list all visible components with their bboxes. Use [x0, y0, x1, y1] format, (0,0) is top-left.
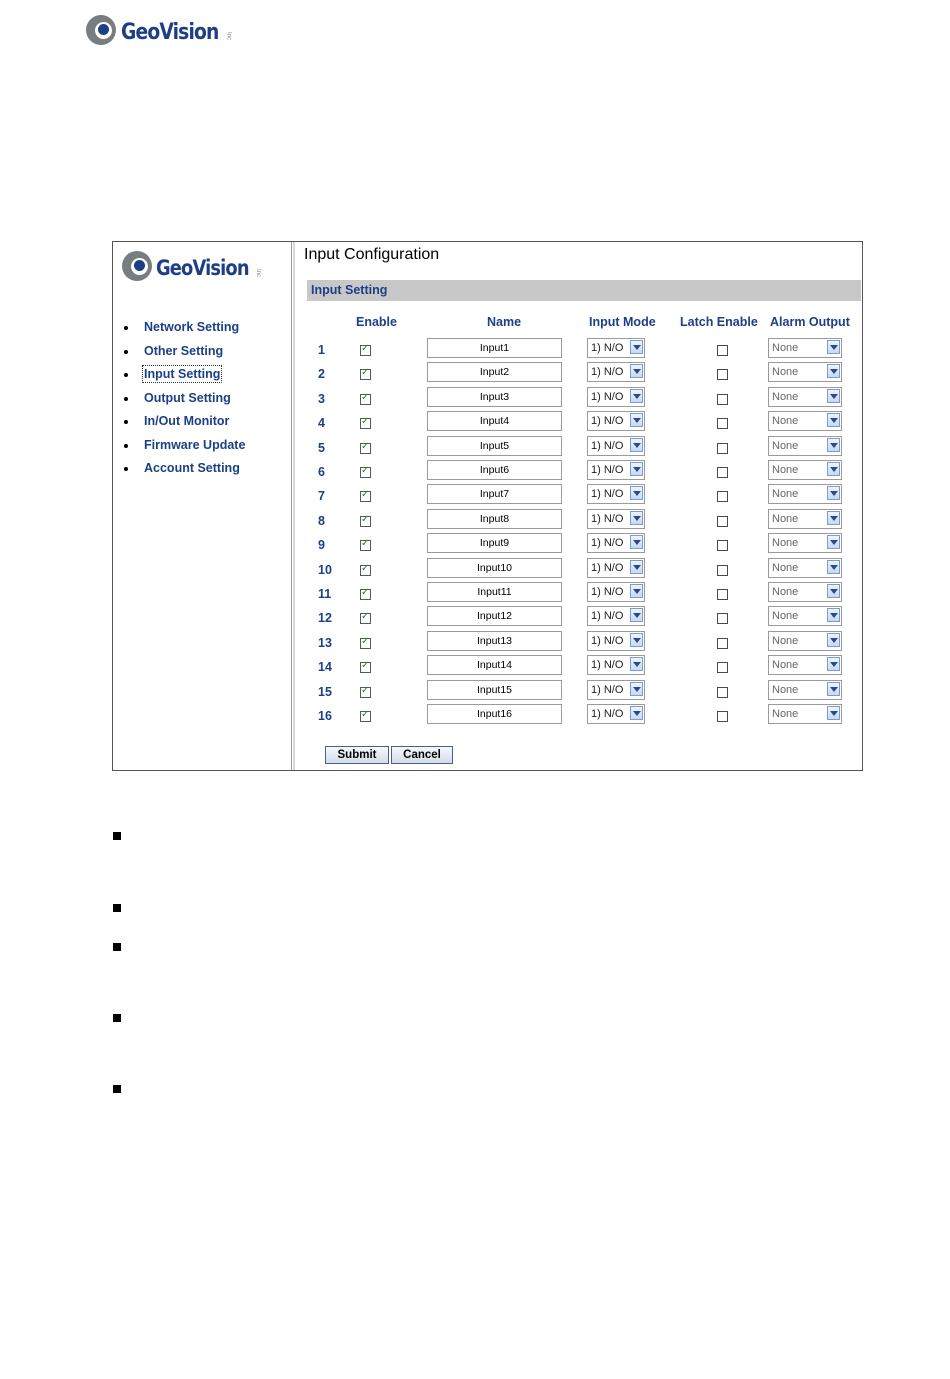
alarm-output-select[interactable] — [768, 631, 842, 651]
bullet-icon — [124, 326, 128, 330]
input-mode-select[interactable] — [587, 338, 645, 358]
bullet-icon — [124, 467, 128, 471]
alarm-output-value: None — [772, 586, 799, 598]
name-input[interactable]: Input3 — [427, 387, 562, 407]
chevron-down-icon[interactable] — [630, 340, 643, 354]
row-number: 1 — [318, 343, 325, 357]
latch-enable-checkbox[interactable] — [717, 662, 728, 673]
chevron-down-icon[interactable] — [630, 706, 643, 720]
input-mode-select[interactable] — [587, 509, 645, 529]
sidebar-item-label: In/Out Monitor — [144, 414, 230, 428]
chevron-down-icon[interactable] — [827, 511, 840, 525]
alarm-output-value: None — [772, 610, 799, 623]
row-number: 16 — [318, 709, 332, 723]
chevron-down-icon[interactable] — [630, 584, 643, 598]
row-number: 6 — [318, 465, 325, 479]
enable-checkbox[interactable] — [360, 516, 371, 527]
sidebar-logo — [122, 251, 261, 281]
name-input[interactable]: Input1 — [427, 338, 562, 358]
sidebar-logo-inc: Inc — [255, 268, 262, 277]
latch-enable-checkbox[interactable] — [717, 418, 728, 429]
name-input[interactable]: Input12 — [427, 606, 562, 626]
input-mode-value: 1) N/O — [591, 464, 624, 476]
name-input[interactable]: Input13 — [427, 631, 562, 651]
input-mode-value: 1) N/O — [591, 415, 624, 428]
table-row — [304, 659, 862, 681]
geovision-logo-icon — [86, 15, 116, 45]
input-mode-value: 1) N/O — [591, 659, 624, 672]
sidebar-item-label: Network Setting — [144, 320, 240, 334]
input-mode-value: 1) N/O — [591, 488, 624, 501]
name-input[interactable]: Input14 — [427, 655, 562, 675]
sidebar — [113, 242, 292, 770]
name-input[interactable]: Input11 — [427, 582, 562, 602]
input-mode-value: 1) N/O — [591, 708, 624, 720]
alarm-output-select[interactable] — [768, 484, 842, 504]
name-input[interactable]: Input2 — [427, 362, 562, 382]
row-number: 11 — [318, 587, 332, 601]
enable-checkbox[interactable] — [360, 491, 371, 502]
alarm-output-value: None — [772, 659, 799, 672]
column-header-input-mode: Input Mode — [589, 315, 656, 329]
list-bullet-icon — [113, 943, 121, 951]
sidebar-item-label: Other Setting — [144, 343, 224, 358]
alarm-output-value: None — [772, 439, 799, 452]
section-header — [307, 280, 861, 301]
table-row — [304, 342, 862, 364]
enable-checkbox[interactable] — [360, 662, 371, 673]
chevron-down-icon[interactable] — [827, 535, 840, 549]
chevron-down-icon[interactable] — [827, 657, 840, 671]
enable-checkbox[interactable] — [360, 540, 371, 551]
list-bullet-icon — [113, 904, 121, 912]
input-mode-value: 1) N/O — [591, 439, 624, 452]
enable-checkbox[interactable] — [360, 418, 371, 429]
chevron-down-icon[interactable] — [827, 633, 840, 647]
input-mode-select[interactable] — [587, 558, 645, 578]
cancel-button[interactable]: Cancel — [391, 746, 453, 764]
latch-enable-checkbox[interactable] — [717, 369, 728, 380]
alarm-output-value: None — [772, 415, 799, 428]
chevron-down-icon[interactable] — [630, 413, 643, 427]
section-title: Input Setting — [311, 283, 388, 297]
alarm-output-value: None — [772, 488, 799, 501]
latch-enable-checkbox[interactable] — [717, 345, 728, 356]
bullet-icon — [124, 420, 128, 424]
enable-checkbox[interactable] — [360, 443, 371, 454]
input-mode-select[interactable] — [587, 387, 645, 407]
chevron-down-icon[interactable] — [827, 682, 840, 696]
list-bullet-icon — [113, 832, 121, 840]
sidebar-item-label: Account Setting — [144, 461, 240, 475]
chevron-down-icon[interactable] — [827, 706, 840, 720]
name-input[interactable]: Input8 — [427, 509, 562, 529]
latch-enable-checkbox[interactable] — [717, 443, 728, 454]
column-header-latch-enable: Latch Enable — [680, 315, 758, 329]
row-number: 13 — [318, 635, 332, 650]
latch-enable-checkbox[interactable] — [717, 638, 728, 649]
chevron-down-icon[interactable] — [630, 608, 643, 622]
input-mode-select[interactable] — [587, 704, 645, 724]
chevron-down-icon[interactable] — [827, 340, 840, 354]
table-row — [304, 586, 862, 608]
input-mode-select[interactable] — [587, 680, 645, 700]
row-number: 10 — [318, 562, 332, 577]
config-window — [112, 241, 863, 771]
bullet-icon — [124, 373, 128, 377]
enable-checkbox[interactable] — [360, 345, 371, 356]
input-mode-select[interactable] — [587, 655, 645, 675]
input-mode-value: 1) N/O — [591, 634, 624, 647]
input-mode-value: 1) N/O — [591, 390, 624, 403]
row-number: 7 — [318, 489, 325, 504]
latch-enable-checkbox[interactable] — [717, 589, 728, 600]
alarm-output-select[interactable] — [768, 460, 842, 480]
row-number: 3 — [318, 391, 325, 406]
alarm-output-value: None — [772, 537, 799, 550]
row-number: 2 — [318, 367, 325, 382]
page-logo — [86, 14, 232, 45]
bullet-icon — [124, 350, 128, 354]
chevron-down-icon[interactable] — [827, 486, 840, 500]
input-mode-select[interactable] — [587, 436, 645, 456]
input-mode-value: 1) N/O — [591, 586, 624, 598]
chevron-down-icon[interactable] — [827, 560, 840, 574]
alarm-output-select[interactable] — [768, 533, 842, 553]
alarm-output-select[interactable] — [768, 680, 842, 700]
name-input[interactable]: Input5 — [427, 436, 562, 456]
chevron-down-icon[interactable] — [827, 608, 840, 622]
input-mode-select[interactable] — [587, 460, 645, 480]
alarm-output-select[interactable] — [768, 558, 842, 578]
latch-enable-checkbox[interactable] — [717, 613, 728, 624]
alarm-output-select[interactable] — [768, 606, 842, 626]
chevron-down-icon[interactable] — [630, 389, 643, 403]
enable-checkbox[interactable] — [360, 589, 371, 600]
sidebar-item-label: Input Setting — [144, 367, 221, 381]
chevron-down-icon[interactable] — [827, 462, 840, 476]
alarm-output-select[interactable] — [768, 387, 842, 407]
enable-checkbox[interactable] — [360, 613, 371, 624]
sidebar-logo-text: GeoVision — [156, 256, 249, 280]
chevron-down-icon[interactable] — [827, 438, 840, 452]
name-input[interactable]: Input9 — [427, 533, 562, 553]
alarm-output-select[interactable] — [768, 655, 842, 675]
alarm-output-value: None — [772, 561, 799, 574]
latch-enable-checkbox[interactable] — [717, 491, 728, 502]
chevron-down-icon[interactable] — [630, 511, 643, 525]
latch-enable-checkbox[interactable] — [717, 467, 728, 478]
input-mode-value: 1) N/O — [591, 561, 624, 574]
chevron-down-icon[interactable] — [827, 584, 840, 598]
bullet-icon — [124, 397, 128, 401]
latch-enable-checkbox[interactable] — [717, 540, 728, 551]
input-mode-value: 1) N/O — [591, 366, 624, 379]
enable-checkbox[interactable] — [360, 467, 371, 478]
table-row — [304, 464, 862, 486]
enable-checkbox[interactable] — [360, 394, 371, 405]
alarm-output-select[interactable] — [768, 338, 842, 358]
table-row — [304, 513, 862, 535]
alarm-output-select[interactable] — [768, 436, 842, 456]
enable-checkbox[interactable] — [360, 369, 371, 380]
page-title: Input Configuration — [304, 246, 440, 263]
name-input[interactable]: Input6 — [427, 460, 562, 480]
list-bullet-icon — [113, 1014, 121, 1022]
enable-checkbox[interactable] — [360, 711, 371, 722]
latch-enable-checkbox[interactable] — [717, 394, 728, 405]
input-mode-select[interactable] — [587, 411, 645, 431]
row-number: 4 — [318, 416, 325, 431]
input-mode-value: 1) N/O — [591, 512, 624, 525]
table-row — [304, 562, 862, 584]
list-bullet-icon — [113, 1085, 121, 1093]
table-row — [304, 635, 862, 657]
sidebar-item-label: Output Setting — [144, 390, 231, 405]
input-mode-select[interactable] — [587, 606, 645, 626]
alarm-output-value: None — [772, 708, 799, 720]
main-content — [304, 242, 862, 770]
chevron-down-icon[interactable] — [630, 438, 643, 452]
chevron-down-icon[interactable] — [630, 486, 643, 500]
name-input[interactable]: Input4 — [427, 411, 562, 431]
enable-checkbox[interactable] — [360, 565, 371, 576]
input-mode-select[interactable] — [587, 582, 645, 602]
input-mode-value: 1) N/O — [591, 683, 624, 696]
row-number: 8 — [318, 513, 325, 528]
column-header-enable: Enable — [356, 315, 397, 329]
input-mode-value: 1) N/O — [591, 342, 624, 354]
latch-enable-checkbox[interactable] — [717, 516, 728, 527]
name-input[interactable]: Input16 — [427, 704, 562, 724]
alarm-output-value: None — [772, 342, 799, 354]
latch-enable-checkbox[interactable] — [717, 565, 728, 576]
chevron-down-icon[interactable] — [630, 633, 643, 647]
column-header-name: Name — [487, 315, 522, 329]
alarm-output-select[interactable] — [768, 411, 842, 431]
table-row — [304, 366, 862, 388]
chevron-down-icon[interactable] — [630, 364, 643, 378]
alarm-output-select[interactable] — [768, 362, 842, 382]
table-row — [304, 488, 862, 510]
input-mode-select[interactable] — [587, 484, 645, 504]
submit-button[interactable]: Submit — [325, 746, 389, 764]
alarm-output-value: None — [772, 512, 799, 525]
chevron-down-icon[interactable] — [630, 657, 643, 671]
chevron-down-icon[interactable] — [827, 364, 840, 378]
chevron-down-icon[interactable] — [630, 682, 643, 696]
alarm-output-value: None — [772, 390, 799, 403]
input-mode-select[interactable] — [587, 631, 645, 651]
table-row — [304, 610, 862, 632]
chevron-down-icon[interactable] — [827, 413, 840, 427]
bullet-icon — [124, 444, 128, 448]
alarm-output-value: None — [772, 683, 799, 696]
latch-enable-checkbox[interactable] — [717, 687, 728, 698]
table-row — [304, 684, 862, 706]
chevron-down-icon[interactable] — [630, 535, 643, 549]
input-mode-select[interactable] — [587, 362, 645, 382]
chevron-down-icon[interactable] — [630, 560, 643, 574]
enable-checkbox[interactable] — [360, 638, 371, 649]
column-header-alarm-output: Alarm Output — [770, 315, 850, 329]
alarm-output-value: None — [772, 464, 799, 476]
name-input[interactable]: Input15 — [427, 680, 562, 700]
row-number: 12 — [318, 611, 332, 626]
chevron-down-icon[interactable] — [630, 462, 643, 476]
table-row — [304, 391, 862, 413]
alarm-output-value: None — [772, 634, 799, 647]
row-number: 14 — [318, 660, 332, 675]
alarm-output-value: None — [772, 366, 799, 379]
table-row — [304, 415, 862, 437]
table-row — [304, 537, 862, 559]
input-mode-select[interactable] — [587, 533, 645, 553]
name-input[interactable]: Input10 — [427, 558, 562, 578]
page-logo-text: GeoVision — [121, 20, 219, 45]
enable-checkbox[interactable] — [360, 687, 371, 698]
input-mode-value: 1) N/O — [591, 537, 624, 550]
row-number: 9 — [318, 538, 325, 553]
row-number: 5 — [318, 440, 325, 455]
alarm-output-select[interactable] — [768, 509, 842, 529]
input-mode-value: 1) N/O — [591, 610, 624, 623]
row-number: 15 — [318, 684, 332, 699]
table-row — [304, 708, 862, 730]
alarm-output-select[interactable] — [768, 582, 842, 602]
chevron-down-icon[interactable] — [827, 389, 840, 403]
name-input[interactable]: Input7 — [427, 484, 562, 504]
table-row — [304, 440, 862, 462]
alarm-output-select[interactable] — [768, 704, 842, 724]
geovision-logo-icon — [122, 251, 152, 281]
sidebar-item-label: Firmware Update — [144, 437, 246, 452]
latch-enable-checkbox[interactable] — [717, 711, 728, 722]
page-logo-inc: Inc — [225, 32, 232, 41]
